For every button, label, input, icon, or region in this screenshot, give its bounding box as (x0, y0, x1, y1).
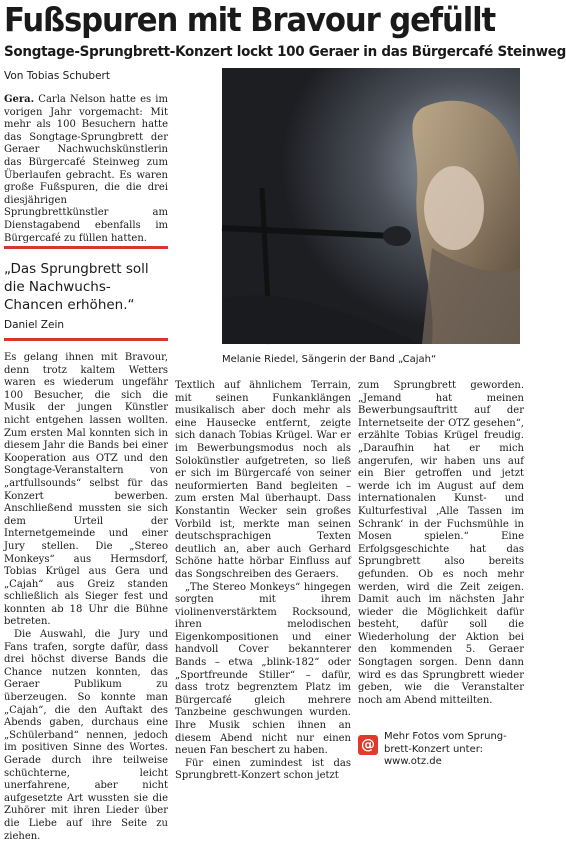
promo-box (384, 731, 528, 769)
body-column-1 (4, 352, 168, 843)
body-paragraph: Die Auswahl, die Jury und Fans trafen, sorgte dafür, dass drei höchst diverse Bands die Chance nutzen konnten, das Geraer Publikum zu überzeugen. So konnte man „Cajah“, die den Auftakt des Abends gaben, durchaus eine „Schülerband“ nennen, jedoch im positiven Sinne des Wortes. Gerade durch ihre teilweise schüchterne, leicht unerfahrene, aber nicht aufgesetzte Art wussten sie die Zuhörer mit ihren Lieder über die Liebe auf ihre Seite zu ziehen. (4, 629, 168, 842)
body-paragraph: Textlich auf ähnlichem Terrain, mit seinen Funkanklängen musikalisch aber doch mehr als eine Hausecke entfernt, zeigte sich danach Tobias Krügel. War er im Bewerbungsmodus noch als Solokünstler aufgetreten, so ließ er sich im Bürgercafé von seiner neuformierten Band begleiten – zum ersten Mal überhaupt. Dass Konstantin Wecker sein großes Vorbild ist, merkte man seinen deutschsprachigen Texten deutlich an, aber auch Gerhard Schöne hatte hörbar Einfluss auf das Songschreiben des Geraers. (175, 380, 351, 580)
article-subhead: Songtage-Sprungbrett-Konzert lockt 100 Geraer in das Bürgercafé Steinweg (4, 44, 566, 60)
body-column-2 (175, 380, 351, 783)
body-paragraph: Es gelang ihnen mit Bravour, denn trotz kaltem Wetters waren es wiederum ungefähr 100 Besucher, die sich die Musik der jungen Künstler nicht entgehen lassen wollten. Zum ersten Mal konnten sich in diesem Jahr die Bands bei einer Kooperation aus OTZ und den Songtage-Veranstaltern von „artfullsounds“ selbst für das Konzert bewerben. Anschließend mussten sie sich dem Urteil der Internetgemeinde und einer Jury stellen. Die „Stereo Monkeys“ aus Hermsdorf, Tobias Krügel aus Gera und „Cajah“ aus Greiz standen schließlich als Sieger fest und konnten ab 18 Uhr die Bühne betreten. (4, 352, 168, 628)
article-headline: Fußspuren mit Bravour gefüllt (4, 0, 496, 39)
quote-rule-bottom (4, 338, 168, 341)
body-paragraph: zum Sprungbrett geworden. „Jemand hat meinen Bewerbungsauftritt auf der Internetseite der OTZ gesehen“, erzählte Tobias Krügel freudig. „Daraufhin hat er mich angerufen, wir haben uns auf ein Bier getroffen und jetzt werde ich im August auf dem internationalen Kunst- und Kulturfestival ‚Alle Tassen im Schrank‘ in der Fuchsmühle in Mosen spielen.“ Eine Erfolgsgeschichte hat das Sprungbrett also bereits gefunden. Ob es noch mehr werden, wird die Zeit zeigen. Damit auch im nächsten Jahr wieder die Möglichkeit dafür besteht, dafür soll die Wiederholung der Aktion bei den kommenden 5. Geraer Songtagen sorgen. Denn dann wird es das Sprungbrett wieder geben, wie die Veranstalter noch am Abend mitteilten. (358, 380, 524, 706)
body-paragraph: Für einen zumindest ist das Sprungbrett-Konzert schon jetzt (175, 757, 351, 782)
lead-paragraph (4, 94, 168, 245)
article-byline: Von Tobias Schubert (4, 70, 110, 82)
lead-text: Carla Nelson hatte es im vorigen Jahr vorgemacht: Mit mehr als 100 Besuchern hatte das Songtage-Sprungbrett der Geraer Nachwuchskünstlerin das Bürgercafé Steinweg zum Überlaufen gebracht. Es waren große Fußspuren, die die drei diesjährigen Sprungbrettkünstler am Dienstagabend ebenfalls im Bürgercafé zu füllen hatten. (4, 94, 168, 244)
photo-caption: Melanie Riedel, Sängerin der Band „Cajah“ (222, 354, 437, 365)
quote-rule-top (4, 246, 168, 249)
promo-url-link[interactable]: www.otz.de (384, 756, 442, 767)
promo-line-2: brett-Konzert unter: (384, 743, 484, 755)
body-paragraph: „The Stereo Monkeys“ hingegen sorgten mit ihrem violinenverstärktem Rocksound, ihren melodischen Eigenkompositionen und einer handvoll Cover bekannterer Bands – etwa „blink-182“ oder „Sportfreunde Stiller“ – dafür, dass trotz begrenztem Platz im Bürgercafé gleich mehrere Tanzbeine geschwungen wurden. Ihre Musik schien ihnen an diesem Abend nicht nur einen neuen Fan beschert zu haben. (175, 581, 351, 757)
pull-quote: „Das Sprungbrett soll die Nachwuchs-Chancen erhöhen.“ (4, 261, 149, 313)
concert-photo (222, 68, 520, 344)
lead-location: Gera. (4, 94, 35, 105)
pull-quote-author: Daniel Zein (4, 319, 65, 331)
body-column-3 (358, 380, 524, 707)
at-sign-icon: @ (358, 735, 378, 755)
promo-line-1: Mehr Fotos vom Sprung- (384, 731, 507, 742)
singer-photo-illustration (222, 68, 520, 344)
